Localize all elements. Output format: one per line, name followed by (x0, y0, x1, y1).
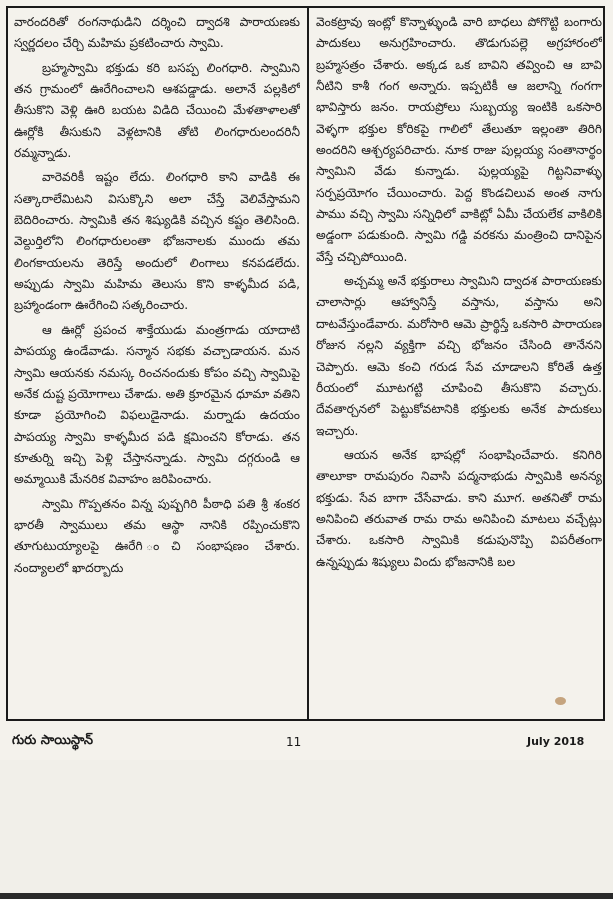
paragraph: అచ్చమ్మ అనే భక్తురాలు స్వామిని ద్వాదశ పారాయణకు చాలాసార్లు ఆహ్వానిస్తే వస్తాను, వస్తాను అని దాటవేస్తుండేవారు. మరోసారి ఆమె ప్రార్థిస్తే ఒకసారి పారాయణ రోజున నల్లని వ్యక్తిగా వచ్చి భోజనం చేసింది తానేనని చెప్పారు. ఆమె కంచి గరుడ సేవ చూడాలని కోరితే ఉత్త రీయంలో మూటగట్టి చూపించి తీసుకొని వచ్చారు. దేవతార్చనలో పెట్టుకోవటానికి భక్తులకు అనేక పాదుకలు ఇచ్చారు. (316, 274, 602, 438)
page-number: 11 (286, 735, 302, 749)
scan-edge (0, 893, 613, 899)
paragraph: వెంకట్రావు ఇంట్లో కొన్నాళ్ళుండి వారి బాధలు పోగొట్టి బంగారు పాదుకలు అనుగ్రహించారు. తొడుగుపల్లె అగ్రహారంలో బ్రహ్మసత్రం చేశారు. అక్కడ ఒక బావిని తవ్వించి ఆ బావి నీటిని కాశీ గంగ అన్నారు. ఇప్పటికీ ఆ జలాన్ని గంగగా భావిస్తారు జనం. రాయప్రోలు సుబ్బయ్య ఇంటికి ఒకసారి వెళ్ళగా భక్తుల కోరికపై గాలిలో తేలుతూ ఇల్లంతా తిరిగి అందరిని ఆశ్చర్యపరిచారు. నూక రాజు పుల్లయ్య సంతానార్థం స్వామిని వేడు కున్నాడు. పుల్లయ్యపై గిట్టనివాళ్ళు సర్పప్రయోగం చేయించారు. పెద్ద కొండచిలువ అంత నాగు పాము వచ్చి స్వామి సన్నిధిలో వాకిట్లో ఏమీ చేయలేక వాకిలికి అడ్డంగా పడుకుంది. స్వామి గడ్డి వరకను మంత్రించి దానిపైన వేస్తే చచ్చిపోయింది. (316, 15, 602, 264)
column-divider (307, 6, 309, 721)
paragraph: స్వామి గొప్పతనం విన్న పుష్పగిరి పీఠాధి పతి శ్రీ శంకర భారతీ స్వాములు తమ ఆస్థా నానికి రప్పించుకొని తూగుటుయ్యాలపై ఊరేగి ంచి సంభాషణం చేశారు. నంద్యాలలో ఖాదర్బాదు (14, 496, 300, 575)
page-margin (0, 760, 613, 899)
paragraph: బ్రహ్మస్వామి భక్తుడు కరి బసప్ప లింగధారి. స్వామిని తన గ్రామంలో ఊరేగించాలని ఆశపడ్డాడు. అలానే పల్లకిలో తీసుకొని వెళ్లి ఊరి బయట విడిది చేయించి మేళతాళాలతో ఊర్లోకి తీసుకుని వెళ్లటానికి తోటి లింగధారులందరినీ రమ్మన్నాడు. (14, 60, 300, 161)
left-column (14, 12, 300, 714)
page-footer (0, 733, 613, 757)
magazine-title: గురు సాయిస్థాన్ (12, 733, 93, 748)
paragraph: ఆయన అనేక భాషల్లో సంభాషించేవారు. కనిగిరి తాలూకా రామపురం నివాసి పద్మనాభుడు స్వామికి అనన్య భక్తుడు. సేవ బాగా చేసేవాడు. కాని మూగ. అతనితో రామ అనిపించి తరువాత రామ రామ అనిపించి మాటలు వచ్చేట్లు చేశారు. ఒకసారి స్వామికి కడుపునొప్పి విపరీతంగా ఉన్నప్పుడు శిష్యులు విందు భోజనానికి బల (316, 447, 602, 569)
paragraph: వారందరితో రంగనాథుడిని దర్శించి ద్వాదశి పారాయణకు స్వర్ణదలం చేర్చి మహిమ ప్రకటించారు స్వామి. (14, 15, 300, 51)
paragraph: ఆ ఊర్లో ప్రపంచ శాక్తేయుడు మంత్రగాడు యాదాటి పాపయ్య ఉండేవాడు. సన్మాన సభకు వచ్చాడాయన. మన స్వామి ఆయనకు నమస్క రించనందుకు కోపం వచ్చి స్వామిపై అనేక దుష్ట ప్రయోగాలు చేశాడు. అతి క్రూరమైన ధూమా వతిని కూడా ప్రయోగించి విఫలుడైనాడు. మర్నాడు ఉదయం పాపయ్య స్వామి కాళ్ళమీద పడి క్షమించని కోరాడు. తన కూతుర్ని ఇచ్చి పెళ్లి చేస్తానన్నాడు. స్వామి దగ్గరుండి ఆ అమ్మాయికి మేనరిక వివాహం జరిపించారు. (14, 322, 300, 487)
paper-stain (555, 697, 566, 705)
paragraph: వారెవరికీ ఇష్టం లేదు. లింగధారి కాని వాడికి ఈ సత్కారాలేమిటని విసుక్కొని అలా చేస్తే వెలివేస్తామని బెదిరించారు. స్వామికి తన శిష్యుడికి వచ్చిన కష్టం తెలిసింది. వెల్దుర్తిలోని లింగధారులంతా భోజనాలకు ముందు తమ లింగకాయలను తెరిస్తే అందులో లింగాలు కనపడలేదు. అప్పుడు స్వామి మహిమ తెలుసు కొని కాళ్ళమీద పడి, బ్రహ్మాండంగా ఊరేగించి సత్కరించారు. (14, 170, 300, 313)
issue-date: July 2018 (527, 735, 585, 748)
right-column (316, 12, 602, 714)
